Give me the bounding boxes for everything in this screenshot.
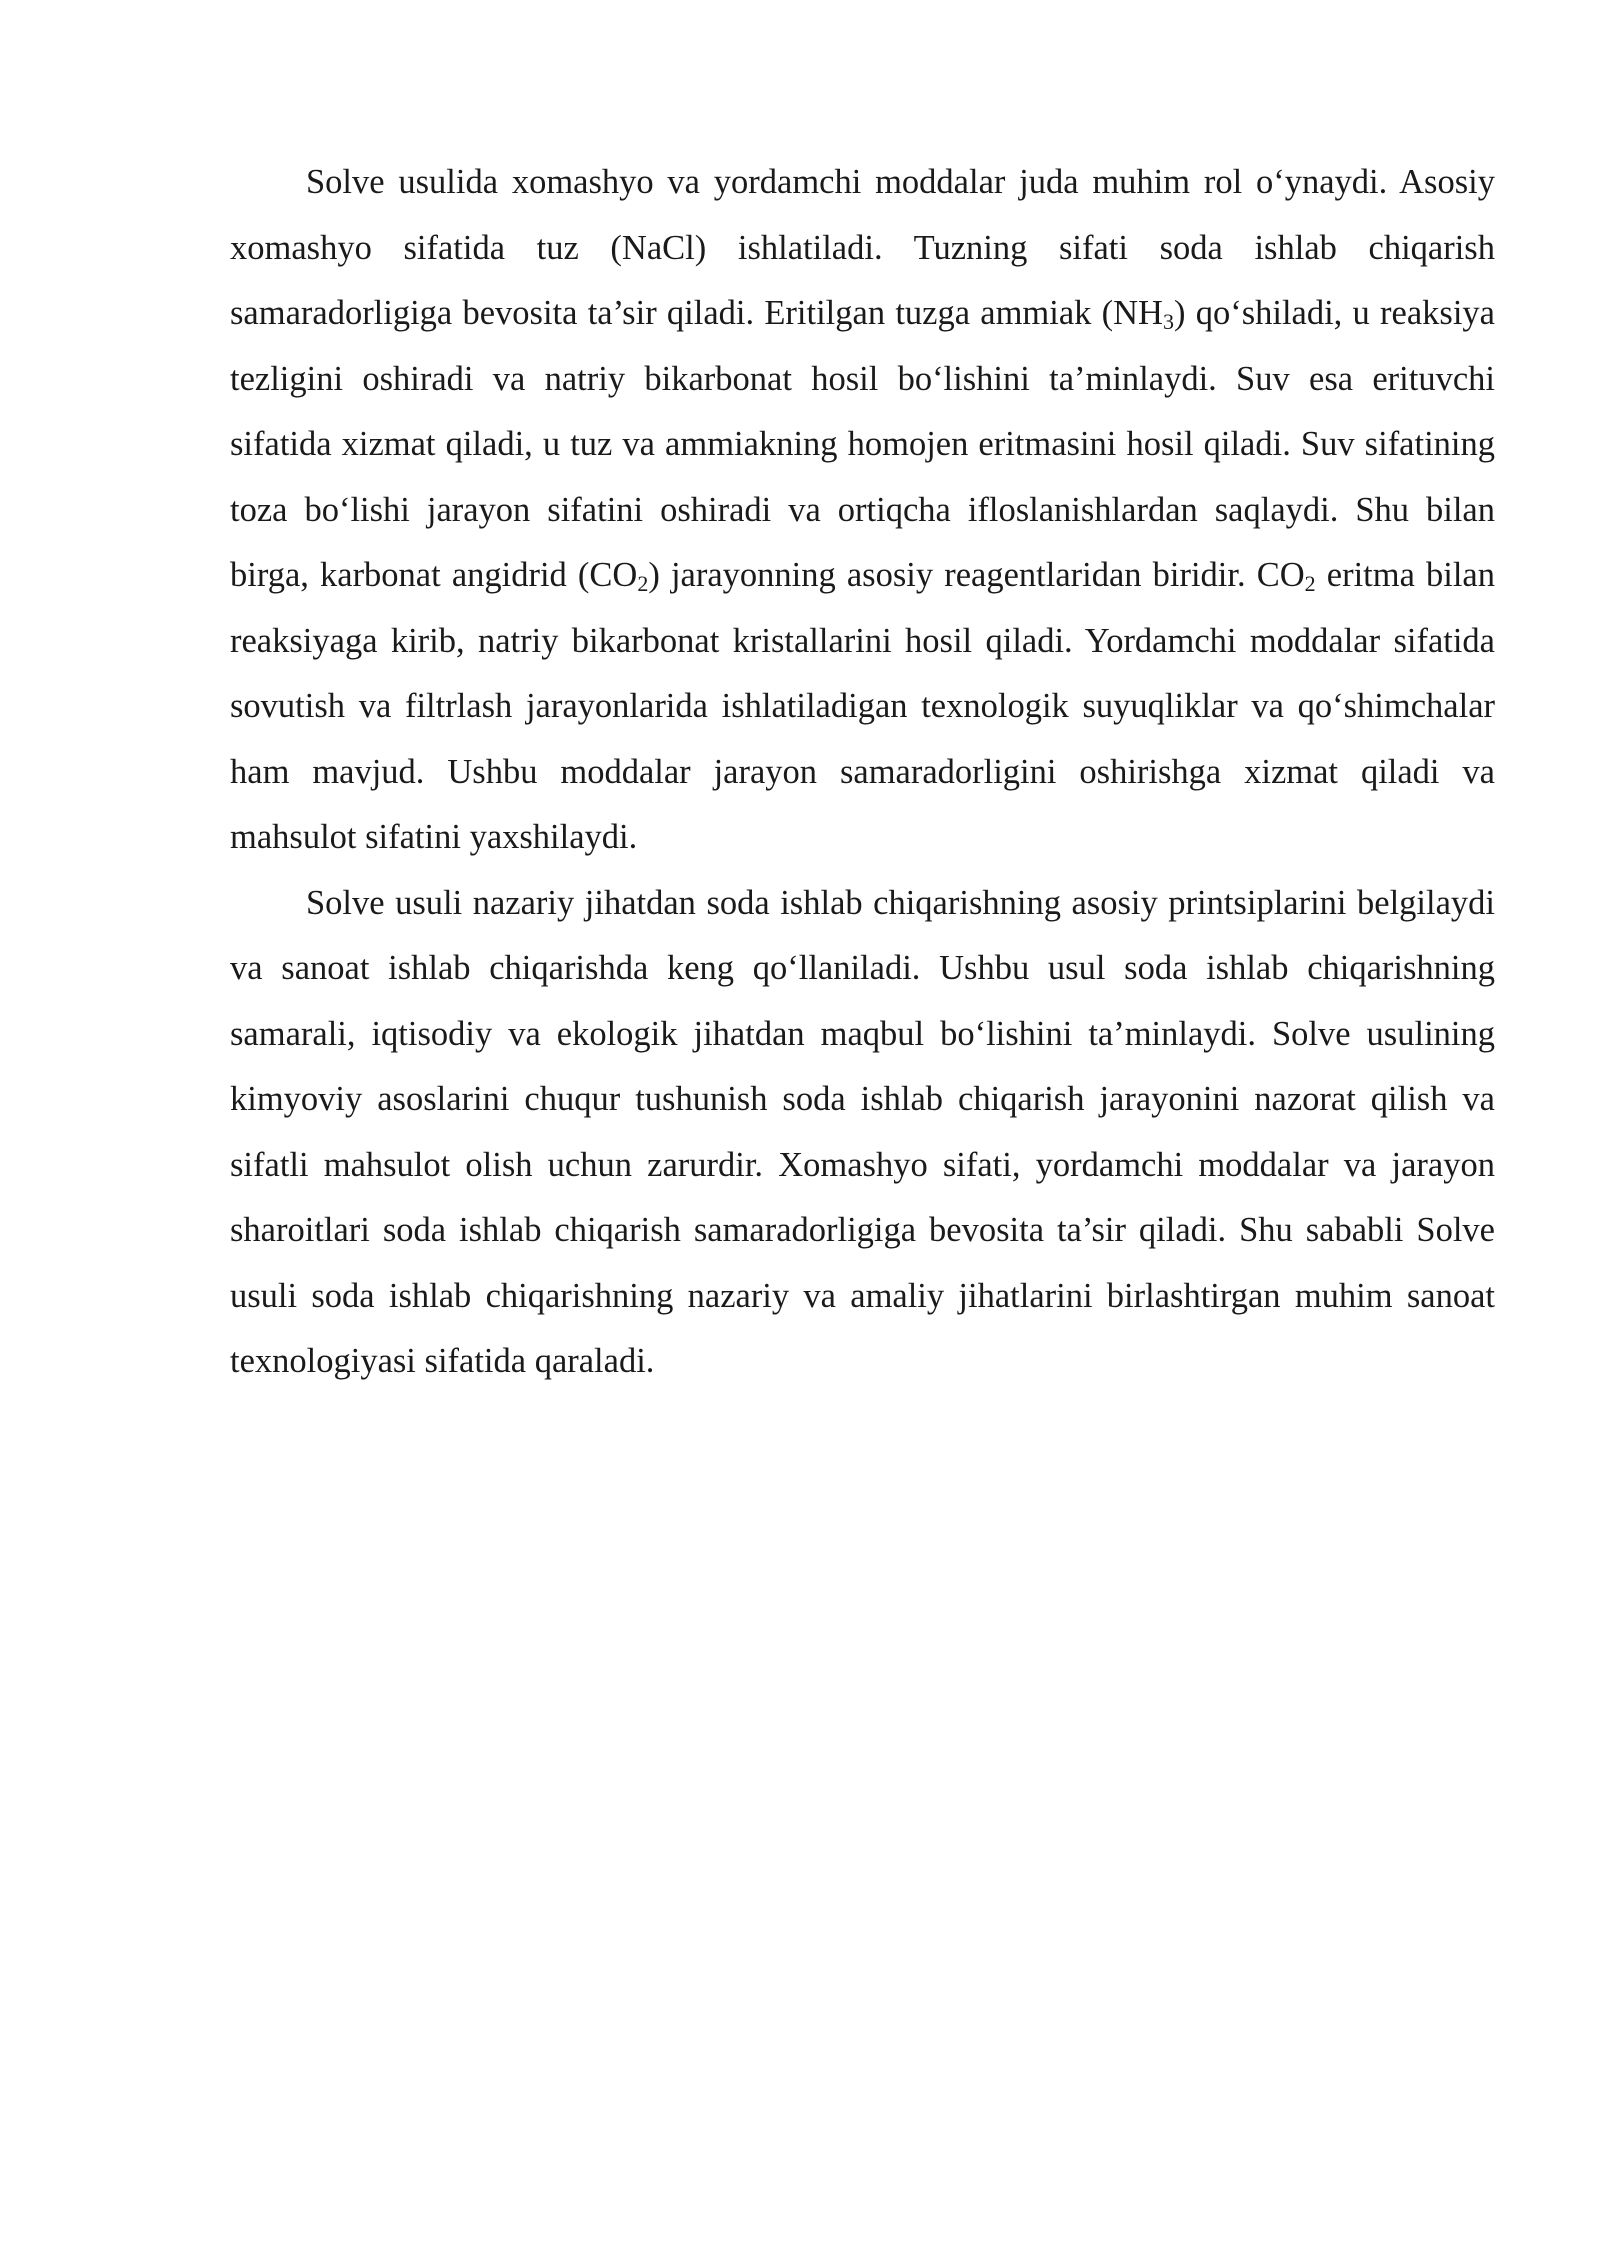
subscript: 2 xyxy=(637,571,649,596)
subscript: 3 xyxy=(1162,309,1174,334)
body-text xyxy=(230,150,1495,1395)
text-run: ) jarayonning asosiy reagentlaridan biridir. CO xyxy=(648,556,1305,594)
text-run: Solve usuli nazariy jihatdan soda ishlab chiqarishning asosiy printsiplarini belgilaydi va sanoat ishlab chiqarishda keng qo‘llaniladi. Ushbu usul soda ishlab chiqarishning samarali, iqtisodiy va ekologik jihatdan maqbul bo‘lishini ta’minlaydi. Solve usulining kimyoviy asoslarini chuqur tushunish soda ishlab chiqarish jarayonini nazorat qilish va sifatli mahsulot olish uchun zarurdir. Xomashyo sifati, yordamchi moddalar va jarayon sharoitlari soda ishlab chiqarish samaradorligiga bevosita ta’sir qiladi. Shu sababli Solve usuli soda ishlab chiqarishning nazariy va amaliy jihatlarini birlashtirgan muhim sanoat texnologiyasi sifatida qaraladi. xyxy=(230,883,1495,1380)
paragraph-raw-materials xyxy=(230,150,1495,871)
text-run: ) qo‘shiladi, u reaksiya tezligini oshiradi va natriy bikarbonat hosil bo‘lishini ta’minlaydi. Suv esa erituvchi sifatida xizmat qiladi, u tuz va ammiakning homojen eritmasini hosil qiladi. Suv sifatining toza bo‘lishi jarayon sifatini oshiradi va ortiqcha ifloslanishlardan saqlaydi. Shu bilan birga, karbonat angidrid (CO xyxy=(230,294,1495,594)
paragraph-conclusion xyxy=(230,871,1495,1395)
text-run: Solve usulida xomashyo va yordamchi moddalar juda muhim rol o‘ynaydi. Asosiy xomashyo sifatida tuz (NaCl) ishlatiladi. Tuzning sifati soda ishlab chiqarish samaradorligiga bevosita ta’sir qiladi. Eritilgan tuzga ammiak (NH xyxy=(230,163,1495,332)
subscript: 2 xyxy=(1304,571,1316,596)
text-run: eritma bilan reaksiyaga kirib, natriy bikarbonat kristallarini hosil qiladi. Yordamchi moddalar sifatida sovutish va filtrlash jarayonlarida ishlatiladigan texnologik suyuqliklar va qo‘shimchalar ham mavjud. Ushbu moddalar jarayon samaradorligini oshirishga xizmat qiladi va mahsulot sifatini yaxshilaydi. xyxy=(230,556,1495,856)
